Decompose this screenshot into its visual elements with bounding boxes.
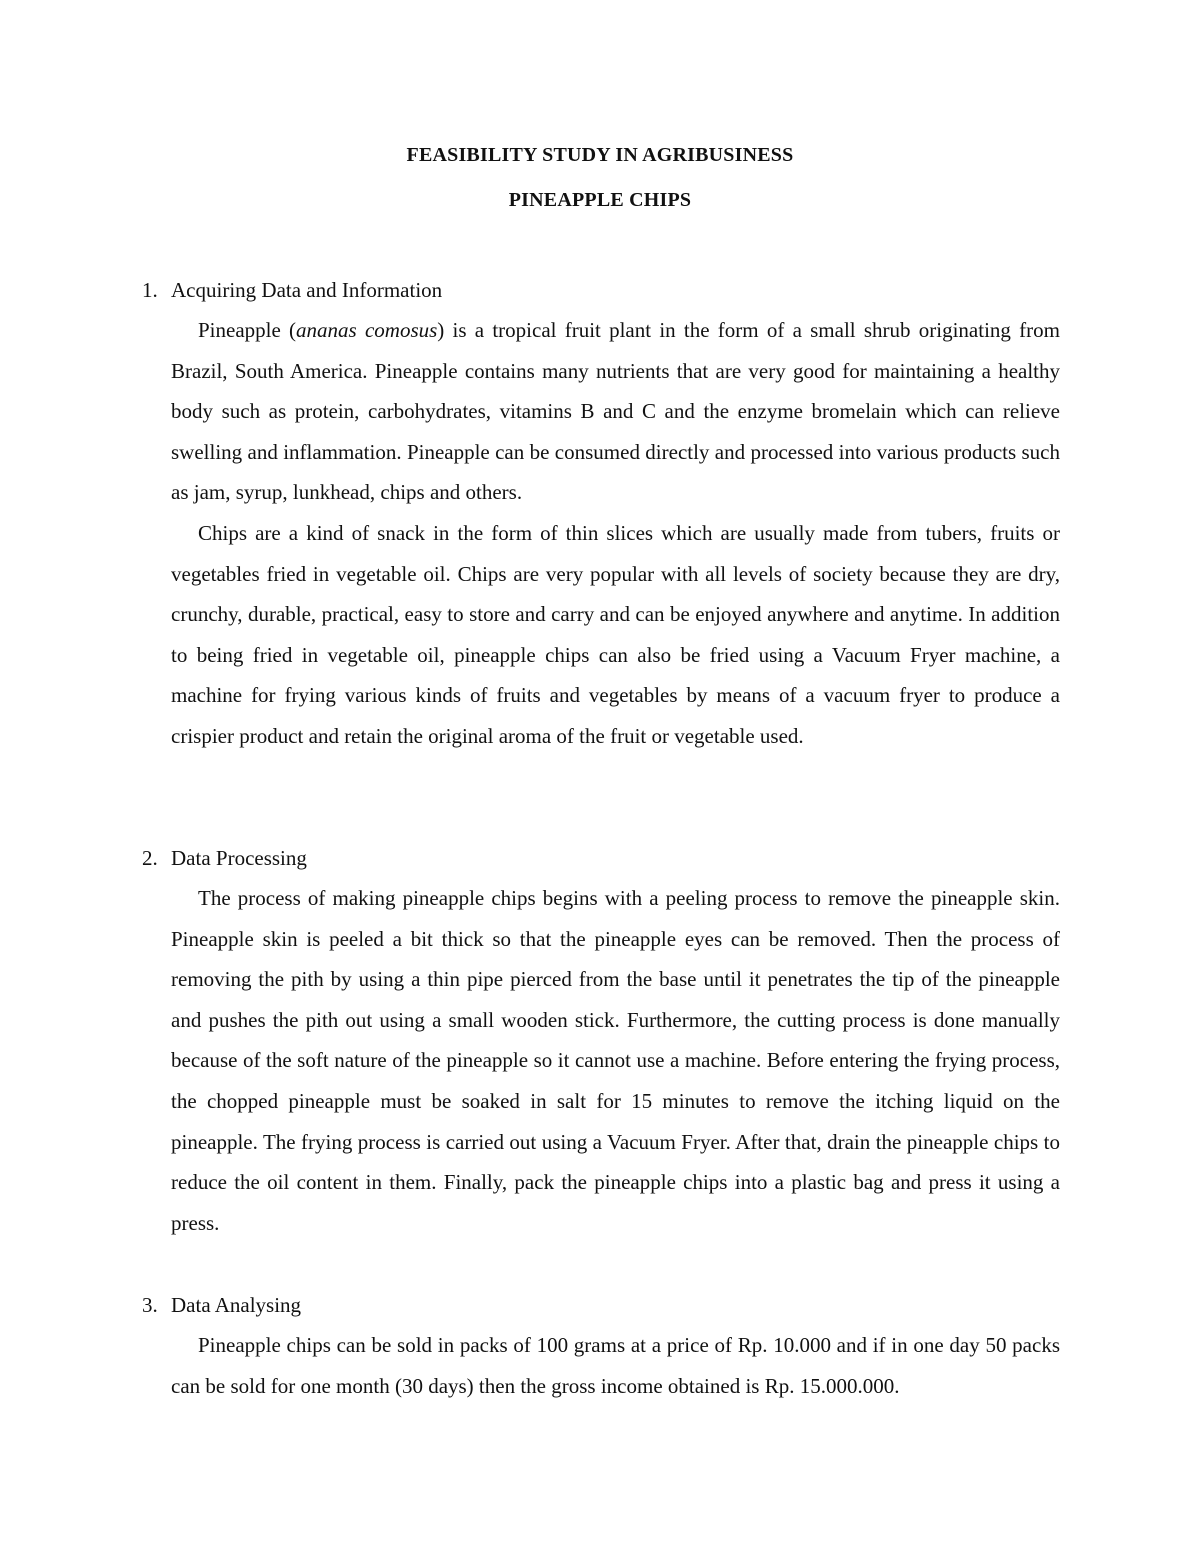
paragraph: The process of making pineapple chips begins with a peeling process to remove the pineapple skin. Pineapple skin is peeled a bit thick so that the pineapple eyes can be removed. Then the process of removing the pith by using a thin pipe pierced from the base until it penetrates the tip of the pineapple and pushes the pith out using a small wooden stick. Furthermore, the cutting process is done manually because of the soft nature of the pineapple so it cannot use a machine. Before entering the frying process, the chopped pineapple must be soaked in salt for 15 minutes to remove the itching liquid on the pineapple. The frying process is carried out using a Vacuum Fryer. After that, drain the pineapple chips to reduce the oil content in them. Finally, pack the pineapple chips into a plastic bag and press it using a press. bbox=[171, 886, 1060, 1235]
section-heading bbox=[142, 838, 1060, 878]
document-subtitle: PINEAPPLE CHIPS bbox=[508, 189, 692, 211]
paragraph: Pineapple chips can be sold in packs of 100 grams at a price of Rp. 10.000 and if in one day 50 packs can be sold for one month (30 days) then the gross income obtained is Rp. 15.000.000. bbox=[171, 1333, 1060, 1398]
section-title: Data Processing bbox=[171, 846, 307, 870]
section-data-analysing bbox=[142, 1285, 1060, 1406]
scientific-name: ananas comosus bbox=[296, 318, 438, 342]
paragraph-text: ) is a tropical fruit plant in the form of a small shrub originating from Brazil, South America. Pineapple contains many nutrients that are very good for maintaining a healthy body such as protein, carbohydrates, vitamins B and C and the enzyme bromelain which can relieve swelling and inflammation. Pineapple can be consumed directly and processed into various products such as jam, syrup, lunkhead, chips and others. bbox=[171, 318, 1060, 505]
section-number: 3. bbox=[142, 1293, 158, 1317]
section-data-processing bbox=[142, 838, 1060, 1243]
section-heading bbox=[142, 270, 1060, 310]
section-heading bbox=[142, 1285, 1060, 1325]
section-number: 2. bbox=[142, 846, 158, 870]
section-title: Acquiring Data and Information bbox=[171, 278, 443, 302]
section-number: 1. bbox=[142, 278, 158, 302]
section-title: Data Analysing bbox=[171, 1293, 302, 1317]
paragraph bbox=[171, 310, 1060, 513]
paragraph: Chips are a kind of snack in the form of thin slices which are usually made from tubers, fruits or vegetables fried in vegetable oil. Chips are very popular with all levels of society because they are dry, crunchy, durable, practical, easy to store and carry and can be enjoyed anywhere and anytime. In addition to being fried in vegetable oil, pineapple chips can also be fried using a Vacuum Fryer machine, a machine for frying various kinds of fruits and vegetables by means of a vacuum fryer to produce a crispier product and retain the original aroma of the fruit or vegetable used. bbox=[171, 520, 1060, 748]
document-title: FEASIBILITY STUDY IN AGRIBUSINESS bbox=[406, 144, 794, 166]
section-acquiring-data bbox=[142, 270, 1060, 757]
paragraph-text: Pineapple ( bbox=[198, 318, 297, 342]
